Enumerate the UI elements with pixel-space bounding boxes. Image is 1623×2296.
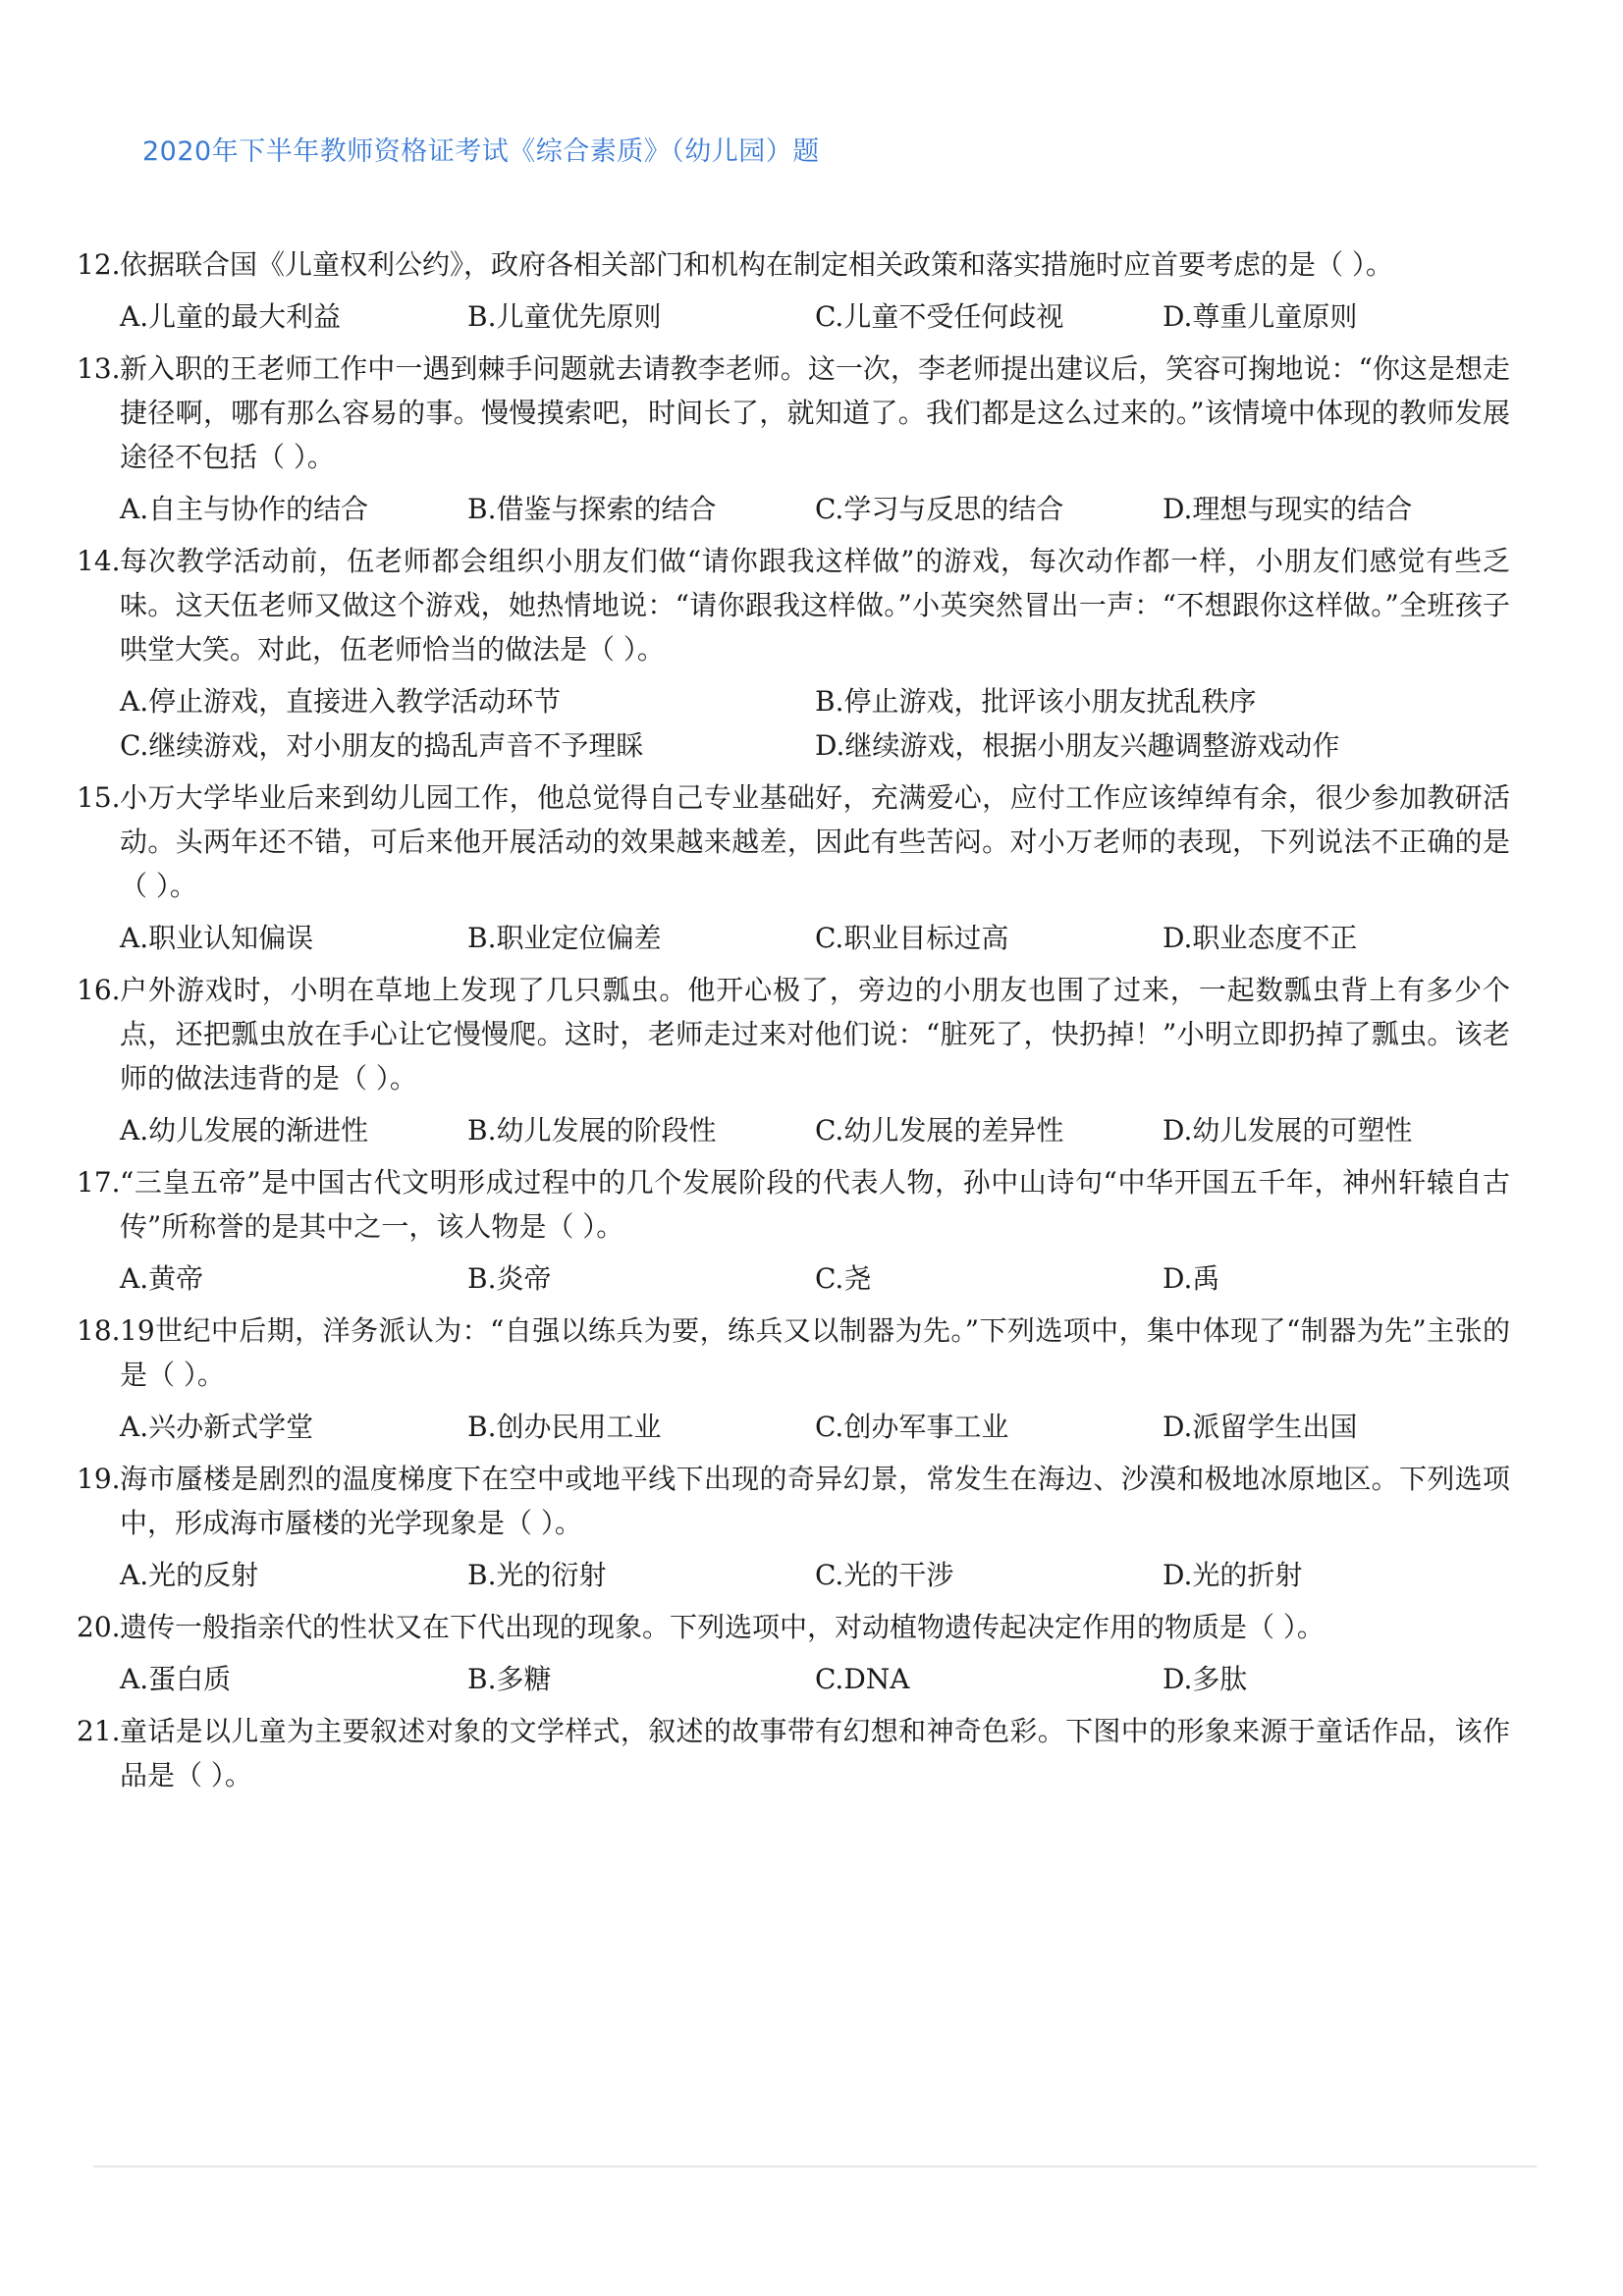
question-text: 每次教学活动前，伍老师都会组织小朋友们做“请你跟我这样做”的游戏，每次动作都一样，小朋友们感觉有些乏味。这天伍老师又做这个游戏，她热情地说：“请你跟我这样做。”小英突然冒出一声：“不想跟你这样做。”全班孩子哄堂大笑。对此，伍老师恰当的做法是（ ）。 bbox=[120, 545, 1510, 666]
question-text: 海市蜃楼是剧烈的温度梯度下在空中或地平线下出现的奇异幻景，常发生在海边、沙漠和极地冰原地区。下列选项中，形成海市蜃楼的光学现象是（ ）。 bbox=[120, 1463, 1510, 1539]
option-b: B.炎帝 bbox=[467, 1262, 552, 1295]
question-text: 户外游戏时，小明在草地上发现了几只瓢虫。他开心极了，旁边的小朋友也围了过来，一起数瓢虫背上有多少个点，还把瓢虫放在手心让它慢慢爬。这时，老师走过来对他们说：“脏死了，快扔掉！”小明立即扔掉了瓢虫。该老师的做法违背的是（ ）。 bbox=[120, 974, 1510, 1095]
option-d: D.多肽 bbox=[1163, 1663, 1248, 1695]
option-a: A.兴办新式学堂 bbox=[120, 1411, 314, 1443]
question-stem bbox=[77, 1709, 1510, 1797]
question-text: 小万大学毕业后来到幼儿园工作，他总觉得自己专业基础好，充满爱心，应付工作应该绰绰有余，很少参加教研活动。头两年还不错，可后来他开展活动的效果越来越差，因此有些苦闷。对小万老师的表现，下列说法不正确的是（ ）。 bbox=[120, 781, 1510, 902]
option-list bbox=[77, 916, 1510, 960]
option-c: C.幼儿发展的差异性 bbox=[815, 1114, 1064, 1147]
option-a: A.职业认知偏误 bbox=[120, 922, 314, 954]
question-number: 16. bbox=[77, 974, 121, 1006]
option-a: A.幼儿发展的渐进性 bbox=[120, 1114, 369, 1147]
question-stem bbox=[77, 242, 1510, 287]
question-stem bbox=[77, 1457, 1510, 1545]
question-18 bbox=[77, 1308, 1510, 1449]
question-stem bbox=[77, 539, 1510, 671]
option-c: C.继续游戏，对小朋友的捣乱声音不予理睬 bbox=[120, 729, 644, 762]
question-21 bbox=[77, 1709, 1510, 1797]
option-c: C.职业目标过高 bbox=[815, 922, 1009, 954]
question-list bbox=[77, 242, 1510, 1797]
option-c: C.学习与反思的结合 bbox=[815, 493, 1064, 525]
question-number: 19. bbox=[77, 1463, 121, 1495]
option-c: C.创办军事工业 bbox=[815, 1411, 1009, 1443]
question-text: 新入职的王老师工作中一遇到棘手问题就去请教李老师。这一次，李老师提出建议后，笑容可掬地说：“你这是想走捷径啊，哪有那么容易的事。慢慢摸索吧，时间长了，就知道了。我们都是这么过来的。”该情境中体现的教师发展途径不包括（ ）。 bbox=[120, 352, 1510, 473]
question-number: 18. bbox=[77, 1314, 121, 1347]
option-list bbox=[77, 679, 1510, 768]
question-stem bbox=[77, 1160, 1510, 1249]
option-b: B.多糖 bbox=[467, 1663, 552, 1695]
option-b: B.停止游戏，批评该小朋友扰乱秩序 bbox=[815, 685, 1257, 718]
question-text: 19世纪中后期，洋务派认为：“自强以练兵为要，练兵又以制器为先。”下列选项中，集中体现了“制器为先”主张的是（ ）。 bbox=[120, 1314, 1510, 1391]
question-stem bbox=[77, 1308, 1510, 1397]
question-text: 遗传一般指亲代的性状又在下代出现的现象。下列选项中，对动植物遗传起决定作用的物质是（ ）。 bbox=[120, 1611, 1325, 1643]
option-c: C.儿童不受任何歧视 bbox=[815, 300, 1064, 333]
option-b: B.创办民用工业 bbox=[467, 1411, 662, 1443]
option-list bbox=[77, 1657, 1510, 1701]
question-text: 依据联合国《儿童权利公约》，政府各相关部门和机构在制定相关政策和落实措施时应首要考虑的是（ ）。 bbox=[120, 248, 1393, 281]
option-list bbox=[77, 294, 1510, 339]
option-c: C.尧 bbox=[815, 1262, 872, 1295]
question-20 bbox=[77, 1605, 1510, 1701]
option-d: D.理想与现实的结合 bbox=[1163, 493, 1413, 525]
option-d: D.派留学生出国 bbox=[1163, 1411, 1358, 1443]
question-stem bbox=[77, 1605, 1510, 1649]
question-13 bbox=[77, 347, 1510, 531]
option-b: B.光的衍射 bbox=[467, 1559, 607, 1591]
option-list bbox=[77, 1405, 1510, 1449]
option-d: D.光的折射 bbox=[1163, 1559, 1303, 1591]
option-d: D.尊重儿童原则 bbox=[1163, 300, 1358, 333]
question-stem bbox=[77, 775, 1510, 908]
question-19 bbox=[77, 1457, 1510, 1597]
option-a: A.儿童的最大利益 bbox=[120, 300, 342, 333]
question-14 bbox=[77, 539, 1510, 768]
option-list bbox=[77, 1256, 1510, 1301]
option-a: A.光的反射 bbox=[120, 1559, 259, 1591]
option-a: A.自主与协作的结合 bbox=[120, 493, 369, 525]
footer-divider bbox=[93, 2165, 1537, 2167]
option-list bbox=[77, 487, 1510, 531]
page-title: 2020年下半年教师资格证考试《综合素质》（幼儿园）题 bbox=[142, 136, 820, 167]
option-a: A.停止游戏，直接进入教学活动环节 bbox=[120, 685, 562, 718]
option-b: B.儿童优先原则 bbox=[467, 300, 662, 333]
option-list bbox=[77, 1108, 1510, 1152]
question-number: 21. bbox=[77, 1715, 121, 1747]
question-number: 14. bbox=[77, 545, 121, 577]
option-d: D.禹 bbox=[1163, 1262, 1220, 1295]
question-12 bbox=[77, 242, 1510, 339]
question-16 bbox=[77, 968, 1510, 1152]
question-number: 12. bbox=[77, 248, 121, 281]
question-stem bbox=[77, 968, 1510, 1100]
option-b: B.职业定位偏差 bbox=[467, 922, 662, 954]
question-number: 17. bbox=[77, 1166, 121, 1199]
question-number: 15. bbox=[77, 781, 121, 814]
question-17 bbox=[77, 1160, 1510, 1301]
option-c: C.DNA bbox=[815, 1663, 910, 1695]
question-number: 13. bbox=[77, 352, 121, 385]
option-d: D.职业态度不正 bbox=[1163, 922, 1358, 954]
option-a: A.蛋白质 bbox=[120, 1663, 232, 1695]
option-b: B.幼儿发展的阶段性 bbox=[467, 1114, 717, 1147]
question-stem bbox=[77, 347, 1510, 479]
option-list bbox=[77, 1553, 1510, 1597]
question-number: 20. bbox=[77, 1611, 121, 1643]
option-d: D.幼儿发展的可塑性 bbox=[1163, 1114, 1413, 1147]
question-15 bbox=[77, 775, 1510, 960]
option-c: C.光的干涉 bbox=[815, 1559, 954, 1591]
option-a: A.黄帝 bbox=[120, 1262, 204, 1295]
question-text: “三皇五帝”是中国古代文明形成过程中的几个发展阶段的代表人物，孙中山诗句“中华开国五千年，神州轩辕自古传”所称誉的是其中之一，该人物是（ ）。 bbox=[120, 1166, 1510, 1243]
option-b: B.借鉴与探索的结合 bbox=[467, 493, 717, 525]
question-text: 童话是以儿童为主要叙述对象的文学样式，叙述的故事带有幻想和神奇色彩。下图中的形象来源于童话作品，该作品是（ ）。 bbox=[120, 1715, 1510, 1791]
option-d: D.继续游戏，根据小朋友兴趣调整游戏动作 bbox=[815, 729, 1340, 762]
